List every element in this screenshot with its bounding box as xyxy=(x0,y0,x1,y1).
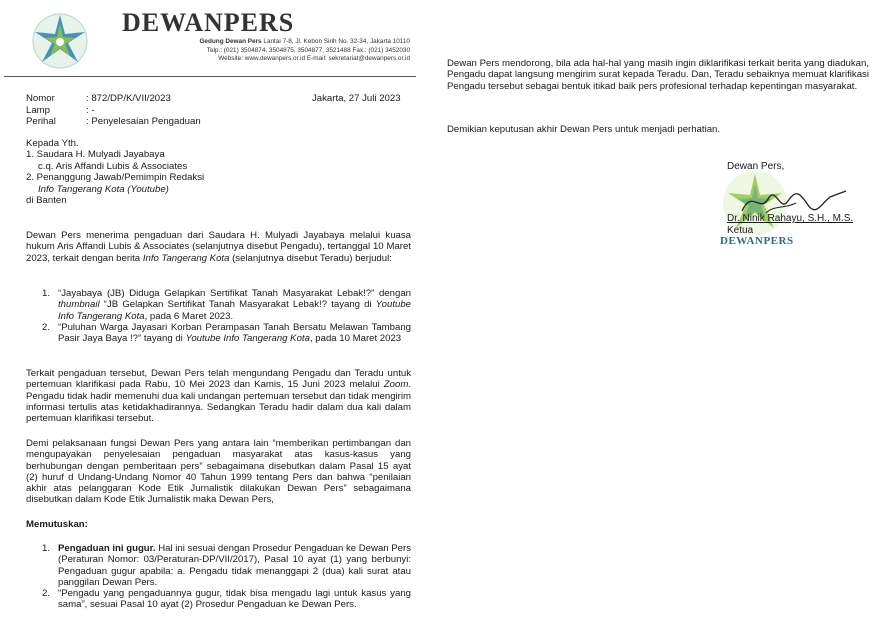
right-paragraph-2: Demikian keputusan akhir Dewan Pers untuk menjadi perhatian. xyxy=(447,124,721,135)
recipient-location: di Banten xyxy=(26,195,67,207)
memutuskan-heading: Memutuskan: xyxy=(26,519,88,530)
perihal-label: Perihal xyxy=(26,116,56,127)
signature-org: Dewan Pers, xyxy=(727,161,785,172)
address-web: Website: www.dewanpers.or.id E-mail: sekretariat@dewanpers.or.id xyxy=(218,55,410,63)
lamp-label: Lamp xyxy=(26,104,50,116)
signatory-name: Dr. Ninik Rahayu, S.H., M.S. xyxy=(727,213,854,224)
paragraph-2: Terkait pengaduan tersebut, Dewan Pers telah mengundang Pengadu dan Teradu untuk pertemuan klarifikasi pada Rabu, 10 Mei 2023 dan Kamis, 15 Juni 2023 melalui Zoom. Pengadu tidak hadir memenuhi dua kali undangan pertemuan tersebut dan tidak mengirim informasi tertulis atas ketidakhadirannya. Sedangkan Teradu hadir dalam dua kali dalam pertemuan klarifikasi tersebut. xyxy=(26,368,411,425)
letterhead-address xyxy=(154,38,410,64)
dewan-pers-logo-icon xyxy=(30,12,90,70)
nomor-label: Nomor xyxy=(26,93,55,104)
decision-item: 1. Pengaduan ini gugur. Hal ini sesuai dengan Prosedur Pengaduan ke Dewan Pers (Peraturan Nomor: 03/Peraturan-DP/VII/2017), Pasal 10 ayat (1) yang berbunyi: Pengaduan gugur apabila: a. Pengadu tidak menanggapi 2 (dua) kali surat atau panggilan Dewan Pers. xyxy=(42,543,412,588)
address-line1: Lantai 7-8, Jl. Kebon Sirih No. 32-34, Jakarta 10110 xyxy=(261,38,410,45)
lamp-value: : - xyxy=(86,104,95,116)
recipients xyxy=(26,138,204,206)
list-item: 2. “Puluhan Warga Jayasari Korban Perampasan Tanah Bersatu Melawan Tambang Pasir Jaya Baya !?” tayang di Youtube Info Tangerang Kota, pada 10 Maret 2023 xyxy=(42,322,411,345)
list-item: 1. “Jayabaya (JB) Diduga Gelapkan Sertifikat Tanah Masyarakat Lebak!?” dengan thumbnail “JB Gelapkan Sertifikat Tanah Masyarakat Lebak!? tayang di Youtube Info Tangerang Kota, pada 6 Maret 2023. xyxy=(42,288,411,322)
decision-item: 2. “Pengadu yang pengaduannya gugur, tidak bisa mengadu lagi untuk kasus yang sama”, sesuai Pasal 10 ayat (2) Prosedur Pengaduan ke Dewan Pers. xyxy=(42,588,411,611)
nomor-value: : 872/DP/K/VII/2023 xyxy=(86,93,171,104)
stamp-logo-text: DEWANPERS xyxy=(720,235,794,247)
perihal-value: : Penyelesaian Pengaduan xyxy=(86,116,201,127)
recipient-1-cq: c.q. Aris Affandi Lubis & Associates xyxy=(38,160,188,172)
signatory-title: Ketua xyxy=(727,225,754,236)
address-building: Gedung Dewan Pers xyxy=(199,38,262,45)
right-paragraph-1: Dewan Pers mendorong, bila ada hal-hal yang masih ingin diklarifikasi terkait berita yang diadukan, Pengadu dapat langsung mengirim surat kepada Teradu. Dan, Teradu sebaiknya memuat klarifikasi Pengadu tersebut sebagai bentuk itikad baik pers profesional terhadap kepentingan masyarakat. xyxy=(447,58,869,92)
org-name: DEWANPERS xyxy=(122,8,295,37)
letter-date: Jakarta, 27 Juli 2023 xyxy=(312,93,401,104)
recipient-2-media: Info Tangerang Kota (Youtube) xyxy=(38,183,169,195)
recipient-2: 2. Penanggung Jawab/Pemimpin Redaksi xyxy=(26,172,205,184)
letter-meta xyxy=(26,93,201,128)
paragraph-1: Dewan Pers menerima pengaduan dari Saudara H. Mulyadi Jayabaya melalui kuasa hukum Aris Affandi Lubis & Associates (selanjutnya disebut Pengadu), tertanggal 10 Maret 2023, terkait dengan berita Info Tangerang Kota (selanjutnya disebut Teradu) berjudul: xyxy=(26,230,411,264)
address-phone: Telp.: (021) 3504874, 3504875, 3504877, 3521488 Fax.: (021) 3452030 xyxy=(206,46,410,54)
kepada-yth: Kepada Yth. xyxy=(26,138,79,149)
paragraph-3: Demi pelaksanaan fungsi Dewan Pers yang antara lain “memberikan pertimbangan dan mengupayakan penyelesaian pengaduan masyarakat atas kasus-kasus yang berhubungan dengan pemberitaan pers” sebagaimana disebutkan dalam Pasal 15 ayat (2) huruf d Undang-Undang Nomor 40 Tahun 1999 tentang Pers dan bahwa “penilaian akhir atas pelanggaran Kode Etik Jurnalistik dilakukan Dewan Pers” sebagaimana disebutkan dalam Kode Etik Jurnalistik maka Dewan Pers, xyxy=(26,438,411,506)
letterhead-divider xyxy=(4,76,416,77)
recipient-1: 1. Saudara H. Mulyadi Jayabaya xyxy=(26,149,165,161)
